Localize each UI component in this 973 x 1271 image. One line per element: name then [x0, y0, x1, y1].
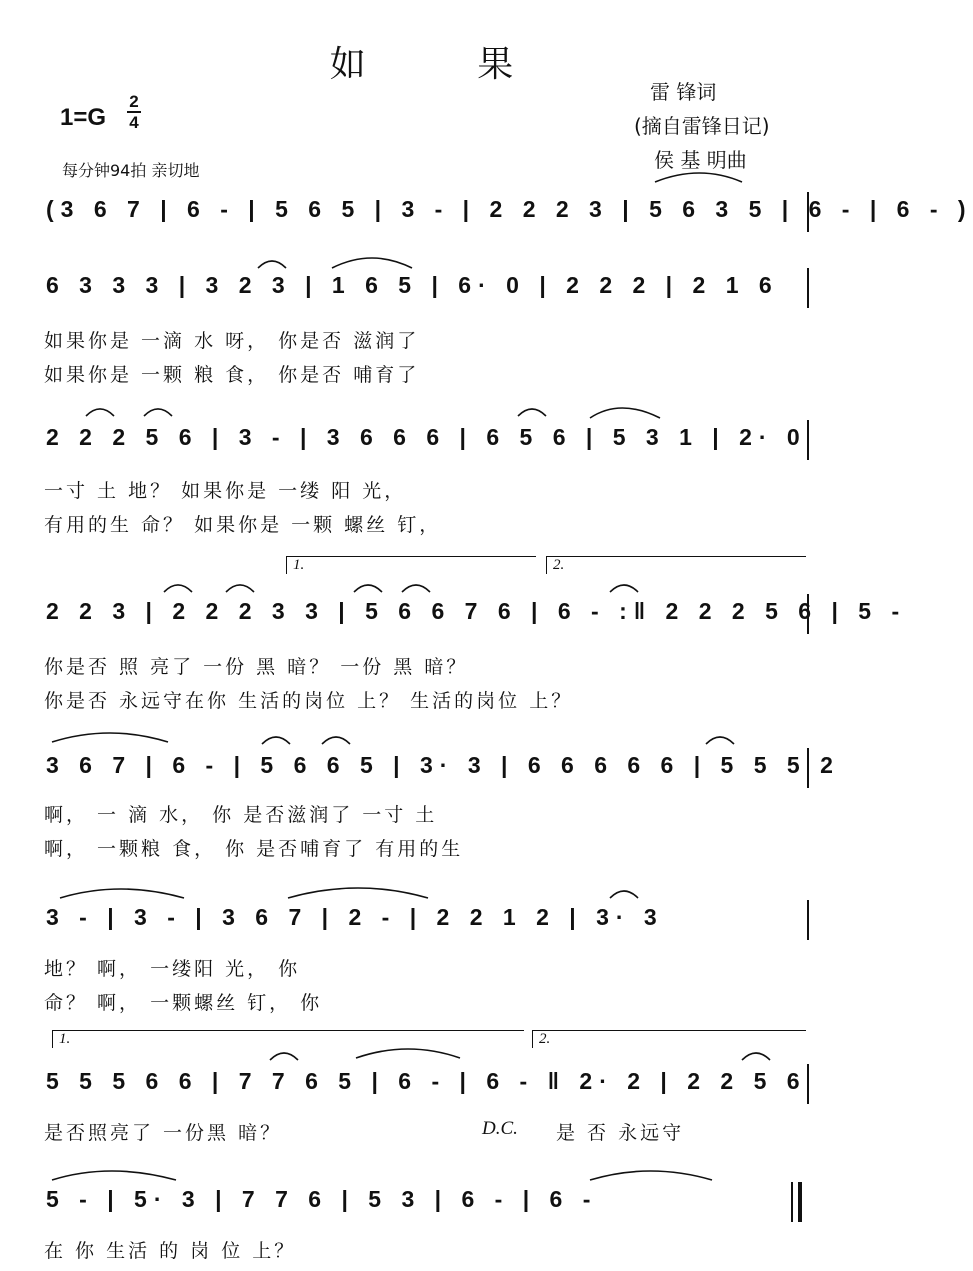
slur: [262, 737, 290, 744]
slur: [590, 1171, 712, 1180]
slur: [354, 585, 382, 592]
lyric-verse-2: 你是否 永远守在你 生活的岗位 上？ 生活的岗位 上？: [44, 690, 574, 712]
score-line-intro: [40, 196, 973, 236]
score-line-7: [40, 1186, 820, 1226]
lyricist-credit: 雷 锋词: [650, 80, 717, 104]
slur: [86, 409, 114, 416]
lyric-verse-1: 你是否 照 亮了 一份 黑 暗？ 一份 黑 暗？: [44, 656, 469, 678]
lyric-verse-1: 如果你是 一滴 水 呀， 你是否 滋润了: [44, 330, 420, 352]
lyric-verse-2: 有用的生 命？ 如果你是 一颗 螺丝 钉，: [44, 514, 442, 536]
lyric-verse-1: 在 你 生活 的 岗 位 上？: [44, 1240, 297, 1262]
slur: [144, 409, 172, 416]
slur: [52, 1171, 176, 1180]
slur: [742, 1053, 770, 1060]
notation: 3 6 7 | 6 - | 5 6 6 5 | 3· 3 | 6 6 6 6 6 | 5 5 5 2: [46, 752, 840, 778]
notation: 3 - | 3 - | 3 6 7 | 2 - | 2 2 1 2 | 3· 3: [46, 904, 664, 930]
slur: [590, 408, 660, 418]
volta-second-ending: 2.: [532, 1030, 806, 1048]
time-signature: [127, 92, 141, 132]
da-capo-marking: D.C.: [482, 1118, 518, 1139]
notation: 2 2 3 | 2 2 2 3 3 | 5 6 6 7 6 | 6 - :‖ 2 2 2 5 6 | 5 -: [46, 598, 907, 624]
slur: [706, 737, 734, 744]
slur: [164, 585, 192, 592]
key-signature: 1=G: [60, 104, 107, 131]
notation: 5 5 5 6 6 | 7 7 6 5 | 6 - | 6 - ‖ 2· 2 | 2 2 5 6: [46, 1068, 807, 1094]
slur: [610, 585, 638, 592]
tempo-marking: 每分钟94拍 亲切地: [62, 161, 200, 180]
song-title: 如 果: [329, 44, 564, 85]
slur: [655, 173, 742, 182]
lyric-verse-1: 地？ 啊， 一缕阳 光， 你: [44, 958, 301, 980]
lyric-verse-2: 啊， 一颗粮 食， 你 是否哺育了 有用的生: [44, 838, 464, 860]
score-line-5: [40, 904, 820, 944]
slur: [258, 261, 286, 268]
slur: [60, 889, 184, 898]
slur: [52, 733, 168, 742]
composer-credit: 侯 基 明曲: [654, 148, 747, 172]
slur: [610, 891, 638, 898]
notation: 5 - | 5· 3 | 7 7 6 | 5 3 | 6 - | 6 -: [46, 1186, 598, 1212]
volta-second-ending: 2.: [546, 556, 806, 574]
slur: [356, 1049, 460, 1058]
slur: [270, 1053, 298, 1060]
time-signature-bottom: 4: [129, 113, 139, 132]
notation: 6 3 3 3 | 3 2 3 | 1 6 5 | 6· 0 | 2 2 2 | 2 1 6: [46, 272, 779, 298]
notation: (3 6 7 | 6 - | 5 6 5 | 3 - | 2 2 2 3 | 5 6 3 5 | 6 - | 6 - ): [46, 196, 973, 222]
lyric-verse-1: 一寸 土 地？ 如果你是 一缕 阳 光，: [44, 480, 407, 502]
lyric-verse-2: 如果你是 一颗 粮 食， 你是否 哺育了: [44, 364, 420, 386]
score-line-4: [40, 752, 840, 792]
slur: [288, 888, 428, 898]
lyric-verse-1: 啊， 一 滴 水， 你 是否滋润了 一寸 土: [44, 804, 438, 826]
slur: [402, 585, 430, 592]
score-line-6: [40, 1068, 820, 1108]
slur: [518, 409, 546, 416]
volta-first-ending: 1.: [52, 1030, 524, 1048]
volta-first-ending: 1.: [286, 556, 536, 574]
slur: [322, 737, 350, 744]
lyric-verse-2: 命？ 啊， 一颗螺丝 钉， 你: [44, 992, 323, 1014]
lyric-verse-2: 是 否 永远守: [556, 1122, 685, 1144]
slur: [226, 585, 254, 592]
slur: [332, 258, 412, 268]
lyric-verse-1: 是否照亮了 一份黑 暗？: [44, 1122, 283, 1144]
score-line-2: [40, 424, 820, 464]
score-line-3: [40, 598, 907, 638]
score-line-1: [40, 272, 820, 312]
notation: 2 2 2 5 6 | 3 - | 3 6 6 6 | 6 5 6 | 5 3 1 | 2· 0: [46, 424, 807, 450]
lyrics-source: (摘自雷锋日记): [634, 114, 770, 138]
time-signature-top: 2: [129, 92, 139, 111]
